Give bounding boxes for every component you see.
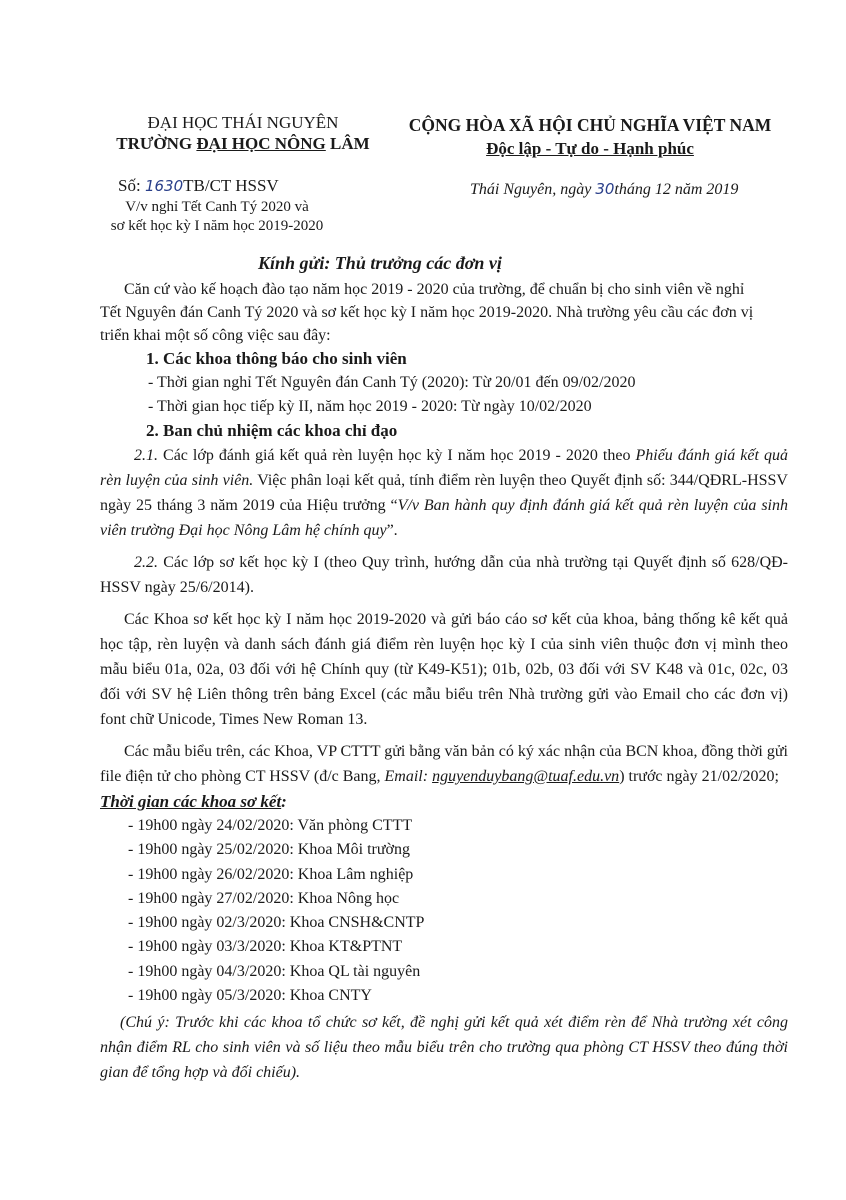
schedule-item: - 19h00 ngày 24/02/2020: Văn phòng CTTT — [128, 817, 413, 834]
note-paragraph: (Chú ý: Trước khi các khoa tổ chức sơ kết, đề nghị gửi kết quả xét điểm rèn để Nhà trường xét công nhận điểm RL cho sinh viên và số liệu theo mẫu biểu trên cho trường qua phòng CT HSSV theo đúng thời gian để tổng hợp và đối chiếu). — [100, 1014, 788, 1082]
document-date: Thái Nguyên, ngày 30tháng 12 năm 2019 — [470, 180, 739, 198]
national-title-block — [400, 114, 780, 160]
schedule-item: - 19h00 ngày 25/02/2020: Khoa Môi trường — [128, 841, 410, 859]
schedule-item: - 19h00 ngày 02/3/2020: Khoa CNSH&CNTP — [128, 914, 425, 932]
paragraph-submission: Các mẫu biểu trên, các Khoa, VP CTTT gửi bằng văn bản có ký xác nhận của BCN khoa, đồng thời gửi file điện tử cho phòng CT HSSV (đ/c Bang, Email: nguyenduybang@tuaf.edu.vn) trước ngày 21/02/2020; — [100, 743, 788, 785]
issuer-block — [98, 112, 388, 154]
section-2-heading: 2. Ban chủ nhiệm các khoa chỉ đạo — [146, 421, 398, 440]
school-name: TRƯỜNG ĐẠI HỌC NÔNG LÂM — [116, 134, 370, 153]
intro-line-2: Tết Nguyên đán Canh Tý 2020 và sơ kết học kỳ I năm học 2019-2020. Nhà trường yêu cầu các đơn vị — [100, 304, 754, 321]
national-motto: Độc lập - Tự do - Hạnh phúc — [486, 139, 694, 158]
section-1-heading: 1. Các khoa thông báo cho sinh viên — [146, 349, 407, 368]
schedule-item: - 19h00 ngày 26/02/2020: Khoa Lâm nghiệp — [128, 865, 414, 883]
country-name: CỘNG HÒA XÃ HỘI CHỦ NGHĨA VIỆT NAM — [408, 115, 772, 135]
schedule-item: - 19h00 ngày 05/3/2020: Khoa CNTY — [128, 987, 372, 1005]
schedule-heading: Thời gian các khoa sơ kết: — [100, 792, 287, 811]
schedule-item: - 19h00 ngày 03/3/2020: Khoa KT&PTNT — [128, 938, 403, 956]
document-number: Số: 1630TB/CT HSSV — [118, 176, 279, 195]
paragraph-report: Các Khoa sơ kết học kỳ I năm học 2019-2020 và gửi báo cáo sơ kết của khoa, bảng thống kê kết quả học tập, rèn luyện và danh sách đánh giá điểm rèn luyện học kỳ I của sinh viên thuộc đơn vị mình theo mẫu biểu 01a, 02a, 03 đối với hệ Chính quy (từ K49-K51); 01b, 02b, 03 đối với SV K48 và 01c, 02c, 03 đối với SV hệ Liên thông trên bảng Excel (các mẫu biểu trên Nhà trường gửi vào Email cho các đơn vị) font chữ Unicode, Times New Roman 13. — [100, 611, 788, 728]
handwritten-day: 30 — [595, 180, 615, 198]
handwritten-number: 1630 — [144, 177, 184, 195]
schedule-item: - 19h00 ngày 27/02/2020: Khoa Nông học — [128, 889, 400, 907]
intro-line-1: Căn cứ vào kế hoạch đào tạo năm học 2019 - 2020 của trường, để chuẩn bị cho sinh viên về nghỉ — [124, 281, 745, 298]
intro-line-3: triển khai một số công việc sau đây: — [100, 327, 331, 344]
document-body — [100, 278, 788, 1085]
document-subject: V/v nghỉ Tết Canh Tý 2020 và sơ kết học kỳ I năm học 2019-2020 — [110, 199, 324, 234]
schedule-item: - 19h00 ngày 04/3/2020: Khoa QL tài nguyên — [128, 962, 421, 980]
paragraph-2-1: 2.1. Các lớp đánh giá kết quả rèn luyện học kỳ I năm học 2019 - 2020 theo Phiếu đánh giá kết quả rèn luyện của sinh viên. Việc phân loại kết quả, tính điểm rèn luyện theo Quyết định số: 344/QĐRL-HSSV ngày 25 tháng 3 năm 2019 của Hiệu trưởng “V/v Ban hành quy định đánh giá kết quả rèn luyện của sinh viên trường Đại học Nông Lâm hệ chính quy”. — [100, 447, 788, 539]
email-link[interactable]: nguyenduybang@tuaf.edu.vn — [432, 768, 620, 785]
section-1-item: - Thời gian học tiếp kỳ II, năm học 2019 - 2020: Từ ngày 10/02/2020 — [148, 398, 592, 415]
section-1-item: - Thời gian nghỉ Tết Nguyên đán Canh Tý (2020): Từ 20/01 đến 09/02/2020 — [148, 374, 636, 391]
university-name: ĐẠI HỌC THÁI NGUYÊN — [147, 113, 339, 132]
paragraph-2-2: 2.2. Các lớp sơ kết học kỳ I (theo Quy trình, hướng dẫn của nhà trường tại Quyết định số 628/QĐ-HSSV ngày 25/6/2014). — [100, 554, 788, 596]
recipient-line: Kính gửi: Thủ trưởng các đơn vị — [258, 253, 502, 273]
